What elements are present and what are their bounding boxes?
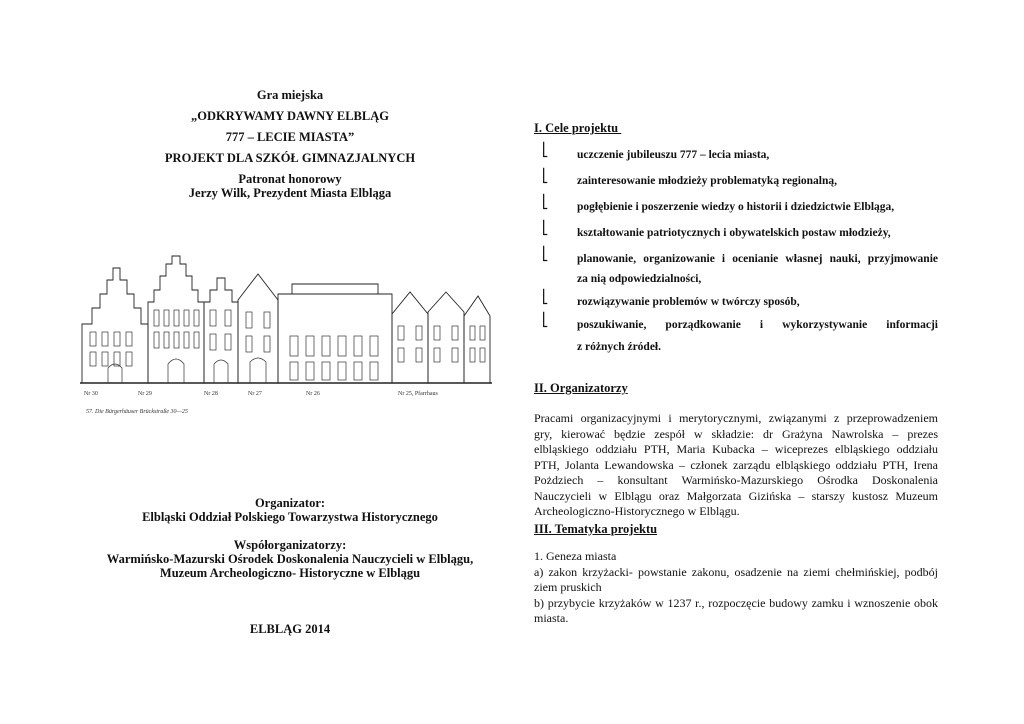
goal-text: kształtowanie patriotycznych i obywatelskich postaw młodzieży, bbox=[577, 227, 891, 239]
goal-text: z różnych źródeł. bbox=[577, 341, 661, 353]
bullet-icon: ⎣ bbox=[542, 246, 549, 261]
paragraph-line: elbląskiego oddziału PTH, Maria Kubacka – wiceprezes elbląskiego oddziału bbox=[534, 442, 938, 456]
house-label-nr29: Nr 29 bbox=[138, 391, 152, 397]
bullet-icon: ⎣ bbox=[542, 194, 549, 209]
goal-text: za nią odpowiedzialności, bbox=[577, 273, 702, 285]
paragraph-line: Pożdziech – konsultant Warmińsko-Mazurskiego Ośrodka Doskonalenia bbox=[534, 473, 938, 487]
patronage-name: Jerzy Wilk, Prezydent Miasta Elbląga bbox=[188, 186, 392, 200]
illustration-caption: 57. Die Bürgerhäuser Brückstraße 30—25 bbox=[86, 409, 188, 415]
bullet-icon: ⎣ bbox=[542, 220, 549, 235]
paragraph-line: a) zakon krzyżacki- powstanie zakonu, osadzenie na ziemi chełmińskiej, podbój bbox=[534, 564, 938, 579]
goal-text: uczczenie jubileuszu 777 – lecia miasta, bbox=[577, 149, 770, 161]
paragraph-line: miasta. bbox=[534, 611, 569, 625]
section-organizers-title: II. Organizatorzy bbox=[534, 381, 628, 395]
patronage-label: Patronat honorowy bbox=[238, 172, 342, 186]
project-audience: PROJEKT DLA SZKÓŁ GIMNAZJALNYCH bbox=[164, 151, 416, 165]
house-label-nr27: Nr 27 bbox=[248, 391, 262, 397]
organizer-label: Organizator: bbox=[254, 496, 326, 510]
house-label-nr26: Nr 26 bbox=[306, 391, 320, 397]
bullet-icon: ⎣ bbox=[542, 168, 549, 183]
townhouses-illustration bbox=[80, 254, 492, 418]
coorganizer-1: Warmińsko-Mazurski Ośrodek Doskonalenia Nauczycieli w Elblągu, bbox=[106, 552, 474, 566]
paragraph-line: ziem pruskich bbox=[534, 580, 602, 594]
paragraph-line: Nauczycieli w Elblągu oraz Małgorzata Gizińska – starszy kustosz Muzeum bbox=[534, 488, 938, 503]
goal-text: planowanie, organizowanie i ocenianie własnej nauki, przyjmowanie bbox=[577, 253, 938, 265]
goal-text: poszukiwanie, porządkowanie i wykorzystywanie informacji bbox=[577, 319, 938, 331]
organizer-name: Elbląski Oddział Polskiego Towarzystwa Historycznego bbox=[142, 510, 438, 524]
topics-paragraph bbox=[534, 549, 938, 627]
house-label-nr30: Nr 30 bbox=[84, 391, 98, 397]
bullet-icon: ⎣ bbox=[542, 289, 549, 304]
paragraph-line: Archeologiczno-Historycznego w Elblągu. bbox=[534, 504, 740, 518]
section-topics-title: III. Tematyka projektu bbox=[534, 522, 658, 536]
house-label-nr28: Nr 28 bbox=[204, 391, 218, 397]
paragraph-line: b) przybycie krzyżaków w 1237 r., rozpoczęcie budowy zamku i wznoszenie obok bbox=[534, 595, 938, 610]
coorganizer-2: Muzeum Archeologiczno- Historyczne w Elblągu bbox=[159, 566, 421, 580]
bullet-icon: ⎣ bbox=[542, 142, 549, 157]
paragraph-line: gry, kierować będzie zespół w składzie: dr Grażyna Nawrolska – prezes bbox=[534, 426, 938, 441]
house-label-nr25: Nr 25, Pfarrhaus bbox=[398, 391, 438, 397]
bullet-icon: ⎣ bbox=[542, 312, 549, 327]
paragraph-line: Pracami organizacyjnymi i merytorycznymi, związanymi z przeprowadzeniem bbox=[534, 411, 938, 425]
coorganizers-label: Współorganizatorzy: bbox=[233, 538, 347, 552]
game-type-label: Gra miejska bbox=[256, 88, 324, 102]
goal-text: pogłębienie i poszerzenie wiedzy o historii i dziedzictwie Elbląga, bbox=[577, 201, 895, 213]
paragraph-line: 1. Geneza miasta bbox=[534, 549, 617, 563]
anniversary-line: 777 – LECIE MIASTA” bbox=[225, 130, 355, 144]
footer-place-year: ELBLĄG 2014 bbox=[249, 622, 331, 636]
goal-text: zainteresowanie młodzieży problematyką regionalną, bbox=[577, 175, 838, 187]
goal-text: rozwiązywanie problemów w twórczy sposób, bbox=[577, 296, 800, 308]
section-goals-title: I. Cele projektu bbox=[534, 121, 622, 135]
paragraph-line: PTH, Jolanta Lewandowska – członek zarządu elbląskiego oddziału PTH, Irena bbox=[534, 457, 938, 472]
organizers-paragraph bbox=[534, 411, 938, 520]
game-title: „ODKRYWAMY DAWNY ELBLĄG bbox=[191, 109, 389, 123]
